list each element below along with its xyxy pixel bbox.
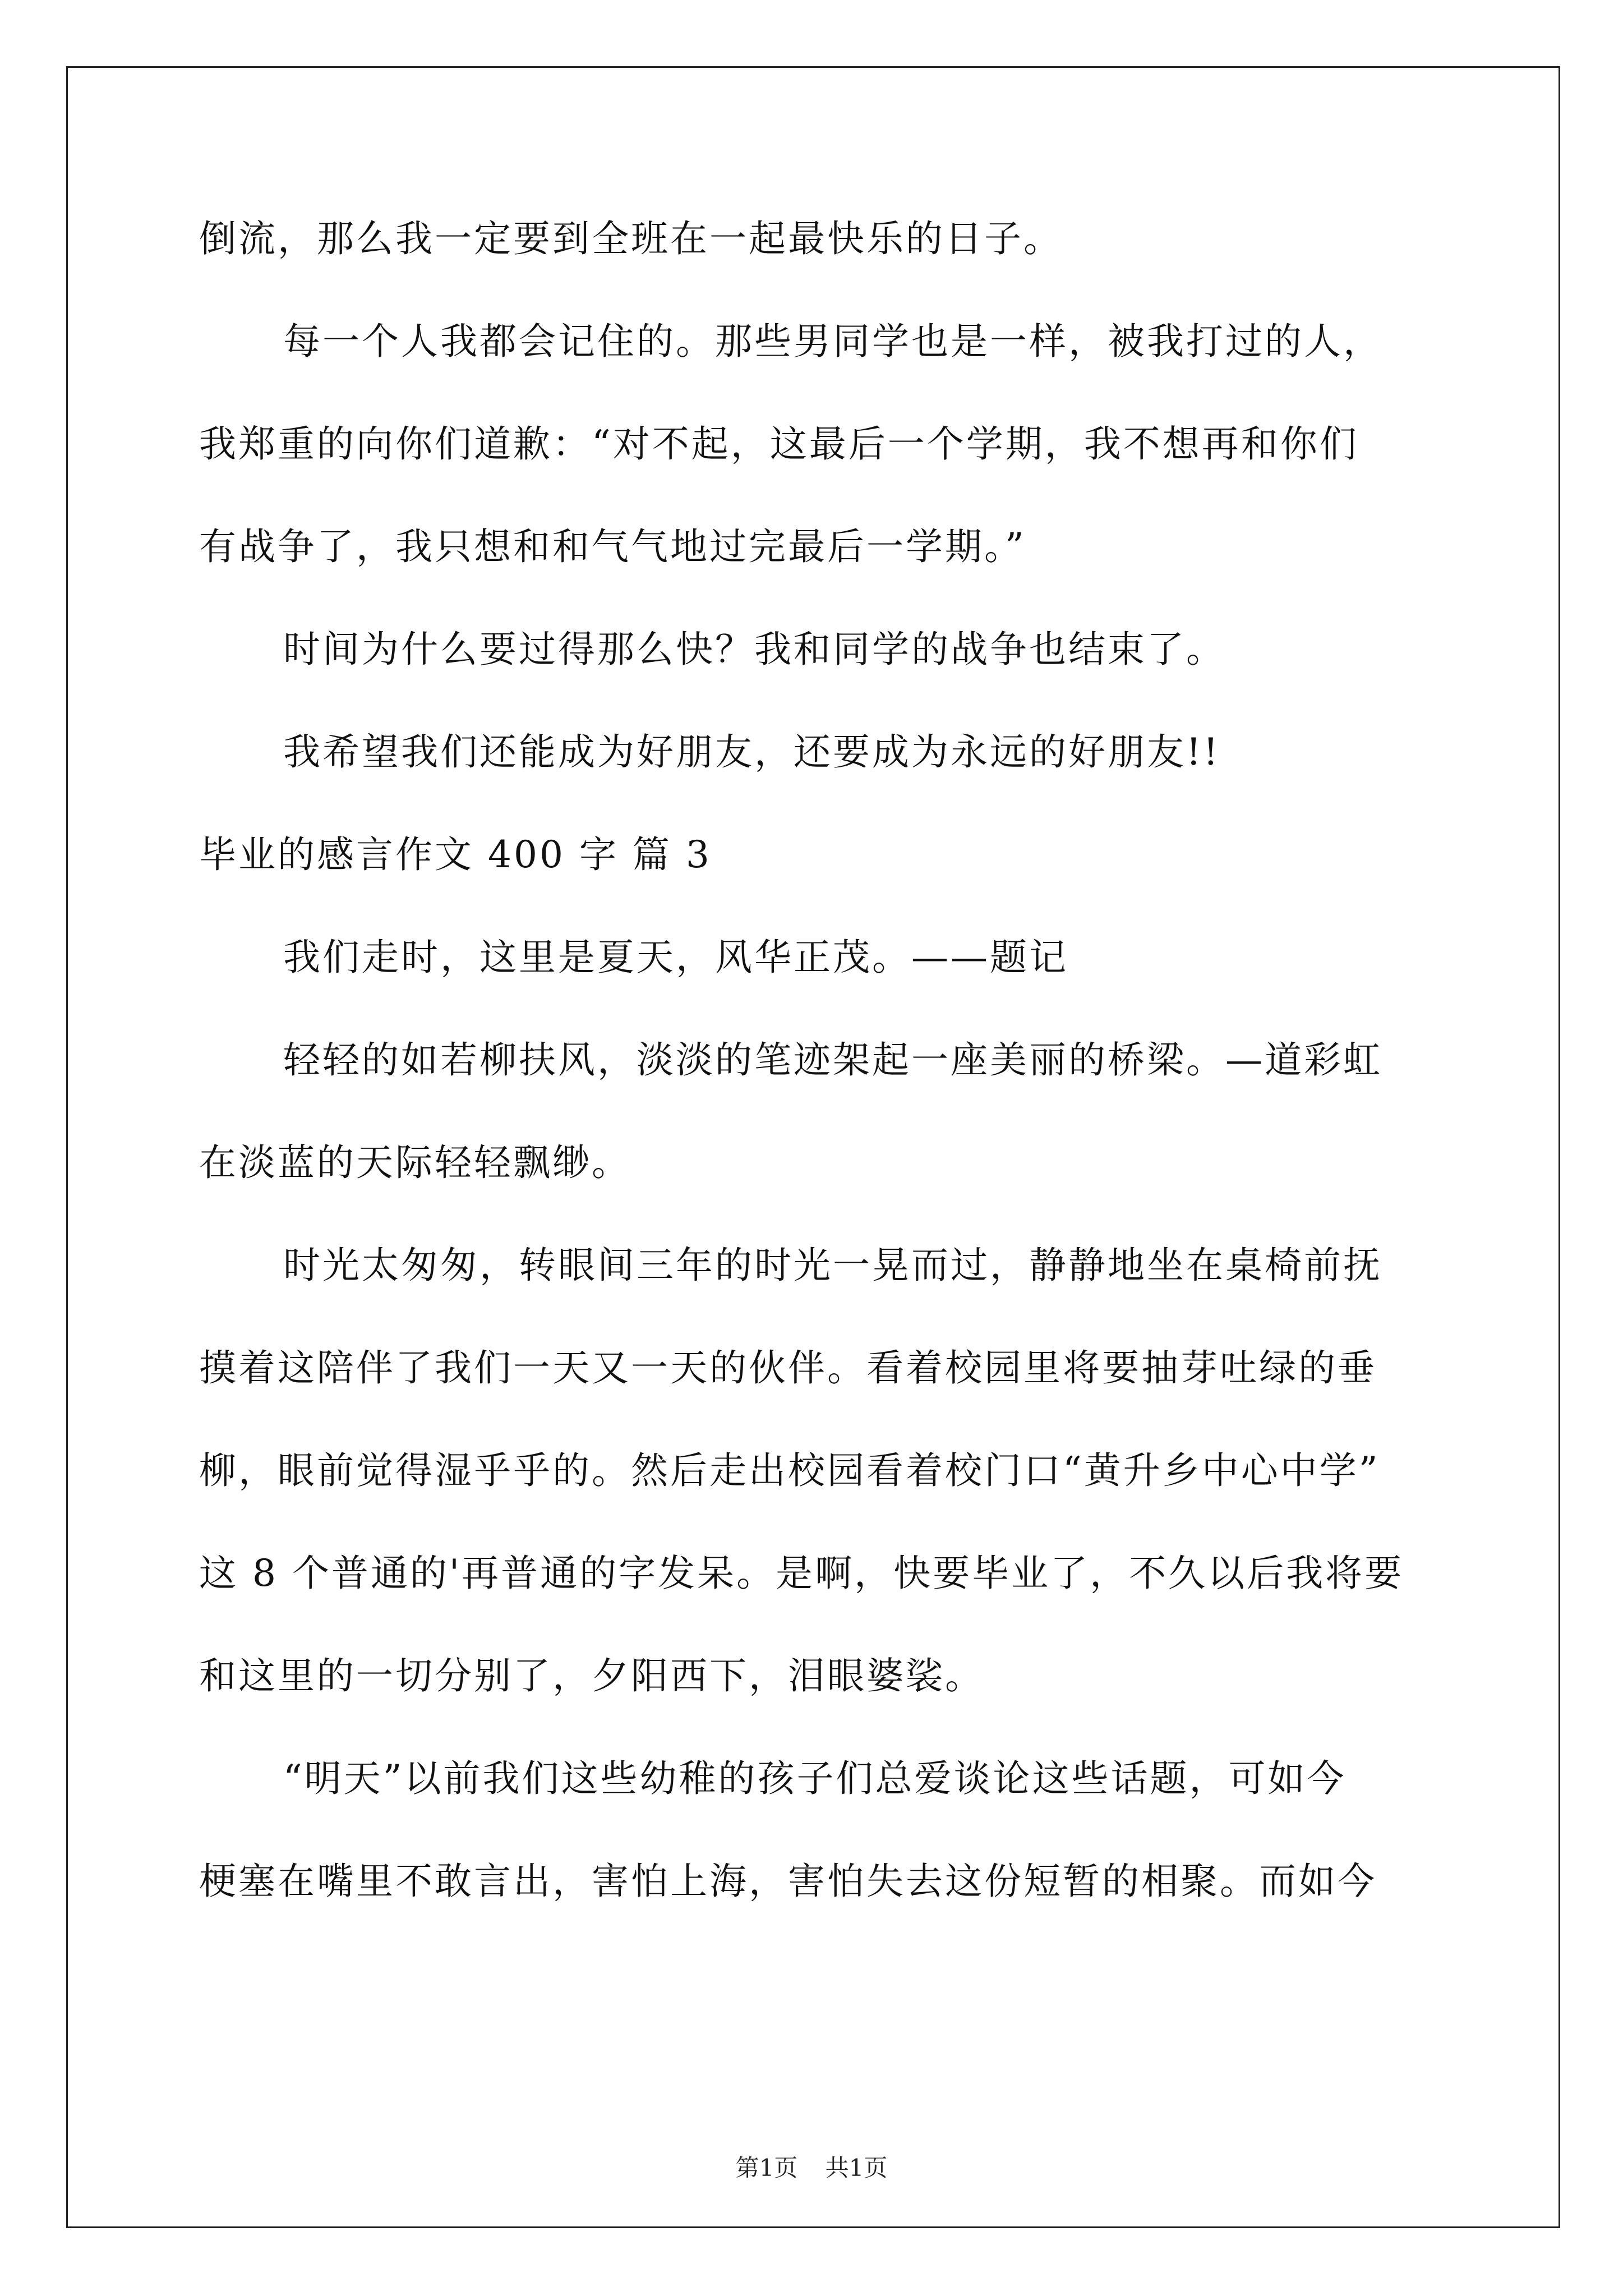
text-line: 柳，眼前觉得湿乎乎的。然后走出校园看着校门口“黄升乡中心中学” (199, 1449, 1380, 1492)
text-line: 在淡蓝的天际轻轻飘缈。 (199, 1141, 631, 1184)
document-body (199, 219, 1489, 1964)
section-heading: 毕业的感言作文 400 字 篇 3 (199, 833, 712, 876)
paragraph-line: 我们走时，这里是夏天，风华正茂。——题记 (283, 936, 1068, 979)
page-footer (0, 2154, 1623, 2182)
page-total: 共1页 (825, 2154, 888, 2182)
text-line: 我郑重的向你们道歉：“对不起，这最后一个学期，我不想再和你们 (199, 422, 1359, 466)
paragraph-line: 轻轻的如若柳扶风，淡淡的笔迹架起一座美丽的桥梁。—道彩虹 (283, 1038, 1382, 1082)
text-line: 倒流，那么我一定要到全班在一起最快乐的日子。 (199, 217, 1063, 260)
text-line: 梗塞在嘴里不敢言出，害怕上海，害怕失去这份短暂的相聚。而如今 (199, 1860, 1377, 1903)
paragraph-line: “明天”以前我们这些幼稚的孩子们总爱谈论这些话题，可如今 (283, 1757, 1347, 1800)
text-line: 和这里的一切分别了，夕阳西下，泪眼婆裟。 (199, 1654, 984, 1697)
paragraph-line: 时光太匆匆，转眼间三年的时光一晃而过，静静地坐在桌椅前抚 (283, 1244, 1382, 1287)
paragraph-line: 时间为什么要过得那么快？我和同学的战争也结束了。 (283, 628, 1225, 671)
paragraph-line: 每一个人我都会记住的。那些男同学也是一样，被我打过的人， (283, 320, 1382, 363)
page-number: 第1页 (735, 2154, 798, 2182)
text-line: 有战争了，我只想和和气气地过完最后一学期。” (199, 525, 1026, 568)
text-line: 摸着这陪伴了我们一天又一天的伙伴。看着校园里将要抽芽吐绿的垂 (199, 1346, 1377, 1389)
paragraph-line: 我希望我们还能成为好朋友，还要成为永远的好朋友!! (283, 730, 1221, 774)
text-line: 这 8 个普通的'再普通的字发呆。是啊，快要毕业了，不久以后我将要 (199, 1552, 1404, 1595)
